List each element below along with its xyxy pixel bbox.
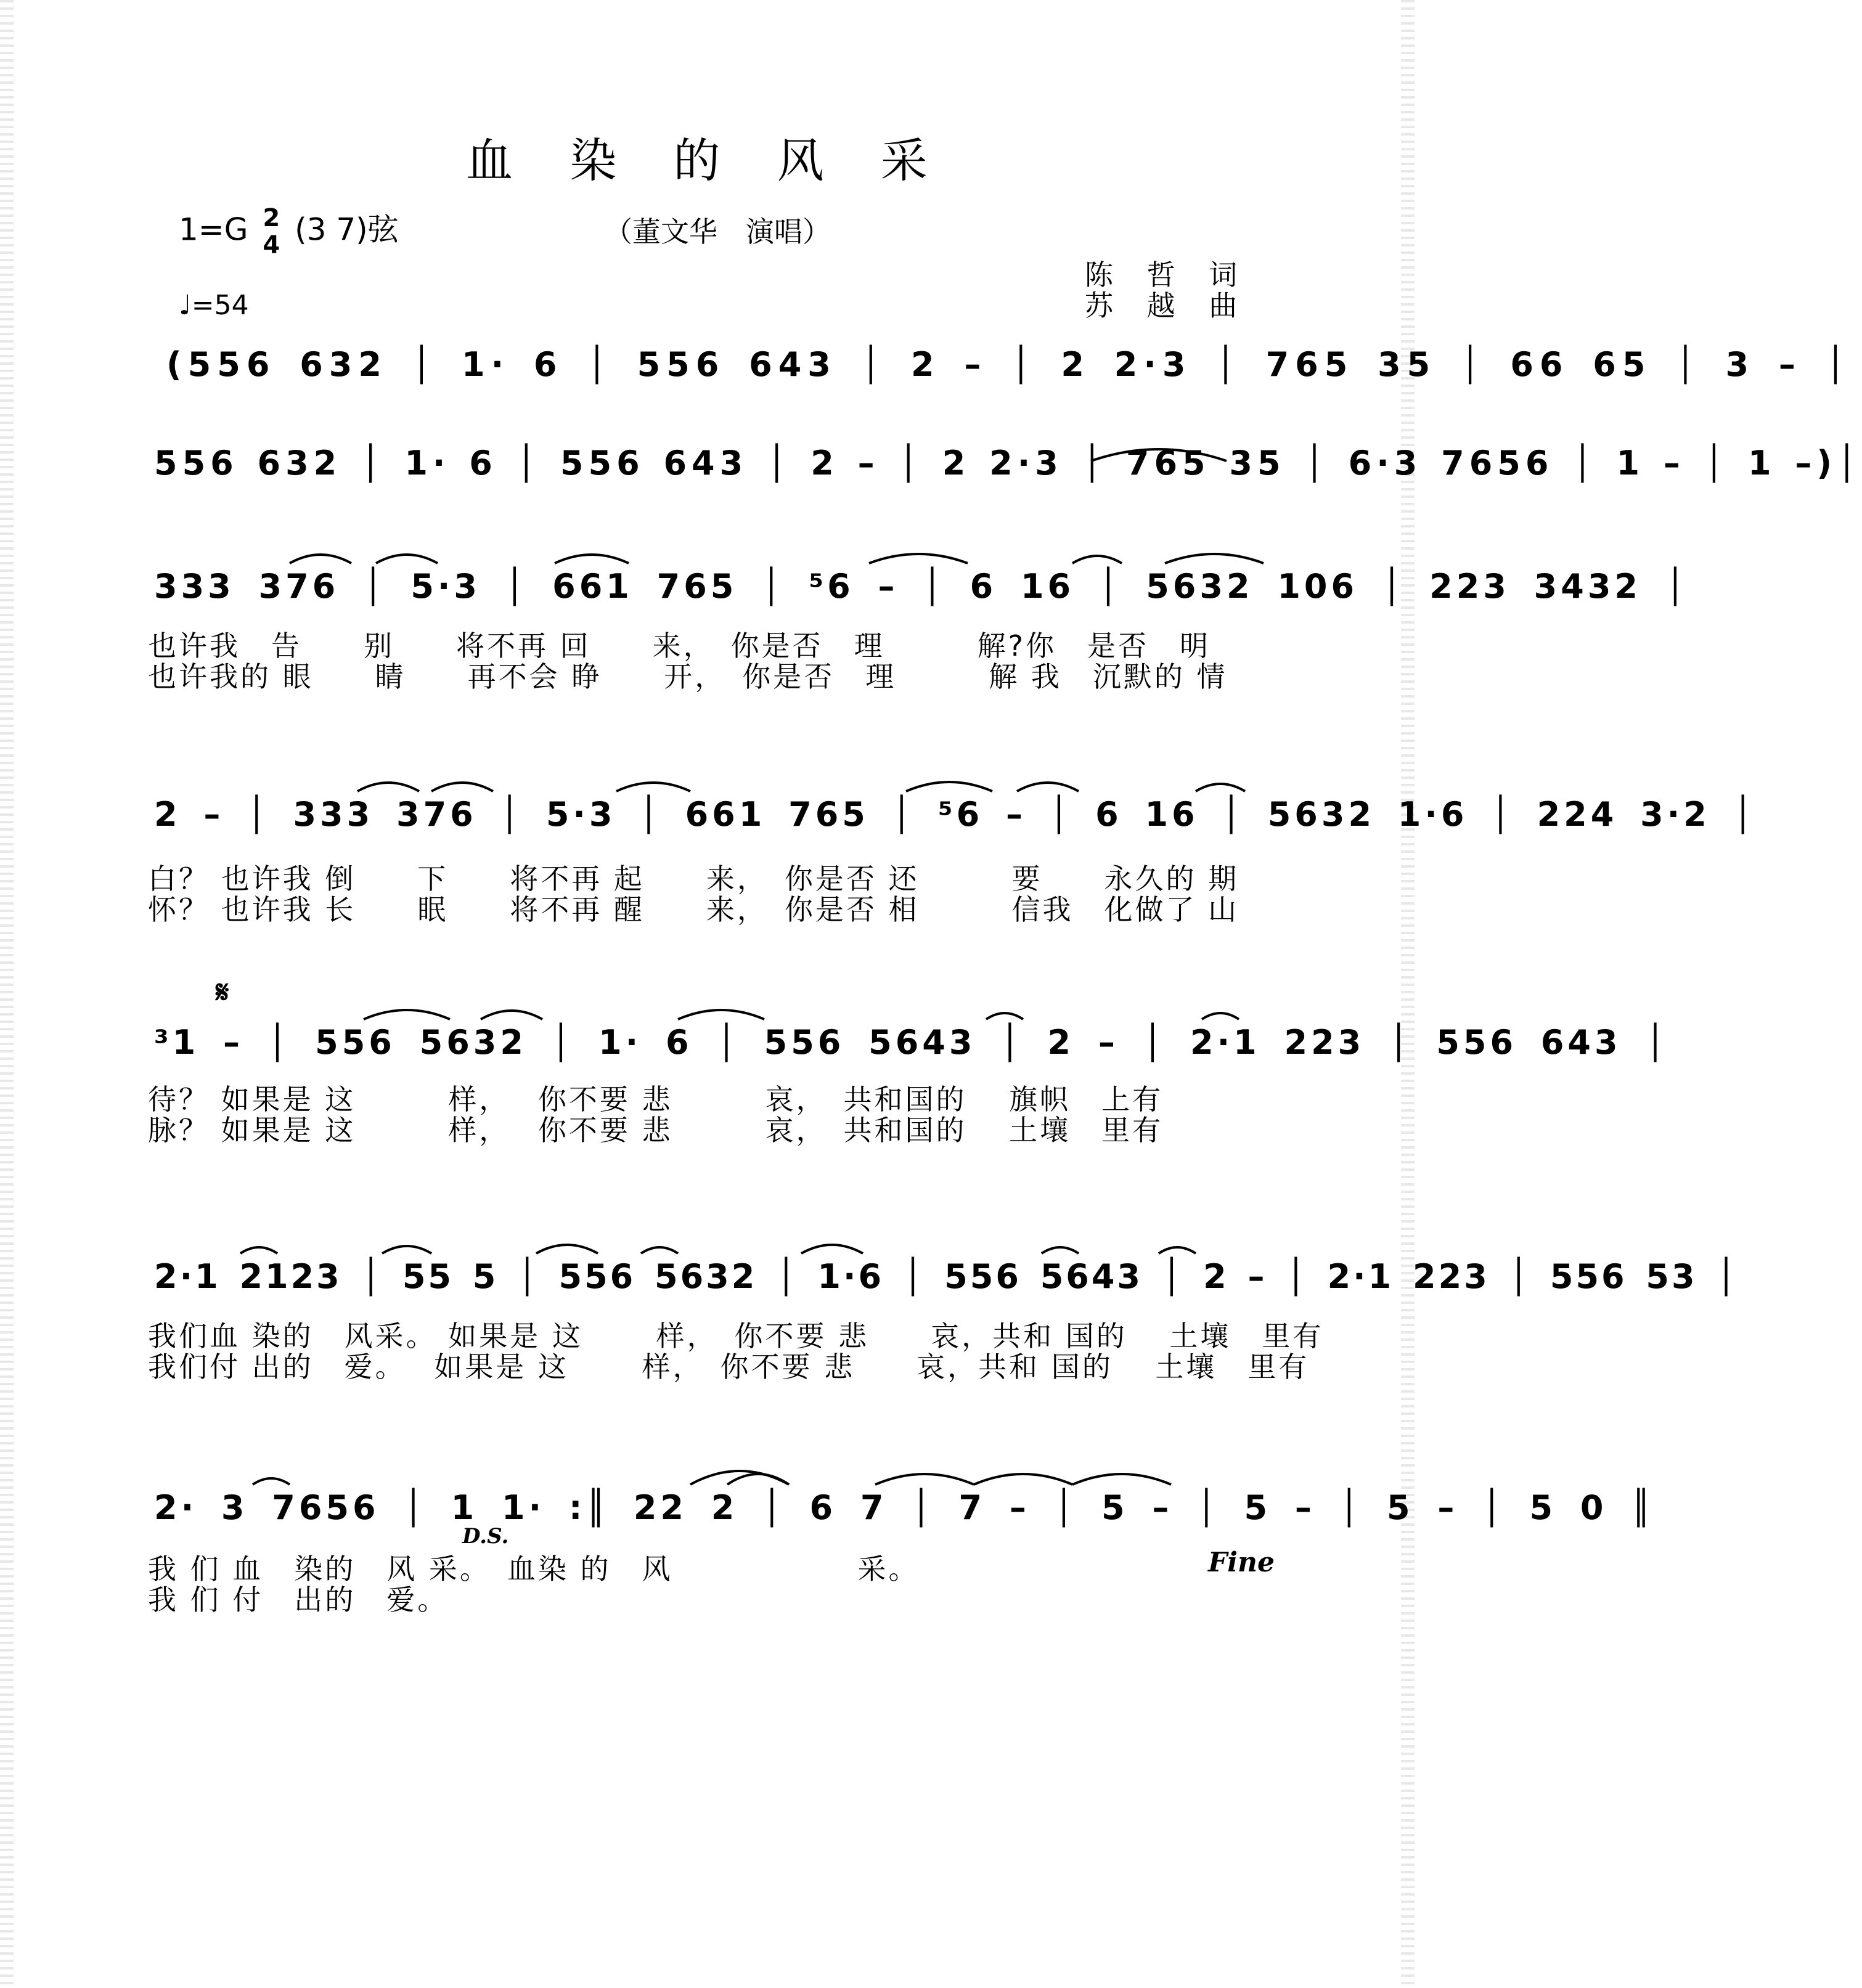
song-title: 血 染 的 风 采 — [466, 133, 949, 188]
segno-sign: 𝄋 — [216, 974, 229, 1010]
notes-row-6: 2·1 2123 │ 55 5 │ 556 5632 │ 1·6 │ 556 5643 │ 2 – │ 2·1 223 │ 556 53 │ — [154, 1257, 1739, 1296]
notes-row-7: 2· 3 7656 │ 1 1· :║ 22 2 │ 6 7 │ 7 – │ 5 – │ 5 – │ 5 – │ 5 0 ║ — [154, 1488, 1655, 1527]
lyrics-row-4-verse-1: 白？ 也许我 倒 下 将不再 起 来， 你是否 还 要 永久的 期 — [148, 862, 1239, 895]
slurs-row-4 — [148, 795, 1270, 857]
string-tuning: (3 7)弦 — [295, 211, 399, 248]
lyrics-row-3-verse-2: 也许我的 眼 睛 再不会 睁 开， 你是否 理 解 我 沉默的 情 — [148, 660, 1228, 693]
slurs-row-3 — [148, 567, 1270, 629]
key-signature-line — [179, 205, 399, 259]
composer-credit: 苏 越 曲 — [1085, 289, 1250, 322]
notes-row-4: 2 – │ 333 376 │ 5·3 │ 661 765 │ ⁵6 – │ 6 16 │ 5632 1·6 │ 224 3·2 │ — [154, 795, 1757, 834]
lyrics-row-7-verse-1: 我 们 血 染的 风 采。 血染 的 风 采。 — [148, 1552, 920, 1586]
lyrics-row-6-verse-1: 我们血 染的 风采。 如果是 这 样， 你不要 悲 哀，共和 国的 土壤 里有 — [148, 1319, 1324, 1353]
notes-row-3: 333 376 │ 5·3 │ 661 765 │ ⁵6 – │ 6 16 │ 5632 106 │ 223 3432 │ — [154, 567, 1689, 606]
notes-row-5: ³1 – │ 556 5632 │ 1· 6 │ 556 5643 │ 2 – │ 2·1 223 │ 556 643 │ — [154, 1023, 1669, 1062]
tie-row-2 — [148, 444, 1270, 505]
slurs-row-7 — [148, 1488, 1270, 1550]
time-numerator: 2 — [263, 204, 280, 232]
slurs-row-6 — [148, 1257, 1270, 1319]
lyrics-row-7-verse-2: 我 们 付 出的 爱。 — [148, 1583, 449, 1616]
lyrics-row-4-verse-2: 怀？ 也许我 长 眠 将不再 醒 来， 你是否 相 信我 化做了 山 — [148, 893, 1239, 926]
notes-row-2: 556 632 │ 1· 6 │ 556 643 │ 2 – │ 2 2·3 │ 765 35 │ 6·3 7656 │ 1 – │ 1 –)│ — [154, 444, 1862, 483]
lyrics-row-5-verse-1: 待？ 如果是 这 样， 你不要 悲 哀， 共和国的 旗帜 上有 — [148, 1083, 1164, 1116]
lyrics-row-3-verse-1: 也许我 告 别 将不再 回 来， 你是否 理 解?你 是否 明 — [148, 629, 1211, 662]
tempo-marking: ♩=54 — [179, 290, 249, 321]
lyrics-row-6-verse-2: 我们付 出的 爱。 如果是 这 样， 你不要 悲 哀，共和 国的 土壤 里有 — [148, 1350, 1310, 1383]
right-border-pattern — [1401, 0, 1415, 1988]
time-denominator: 4 — [263, 231, 280, 259]
notes-row-1: (556 632 │ 1· 6 │ 556 643 │ 2 – │ 2 2·3 │ 765 35 │ 66 65 │ 3 – │ — [166, 345, 1852, 384]
time-signature — [263, 205, 280, 259]
left-border-pattern — [0, 0, 14, 1988]
slurs-row-5 — [148, 1023, 1270, 1085]
lyricist-credit: 陈 哲 词 — [1085, 258, 1250, 291]
lyrics-row-5-verse-2: 脉？ 如果是 这 样， 你不要 悲 哀， 共和国的 土壤 里有 — [148, 1114, 1164, 1147]
singer-credit: （董文华 演唱） — [604, 215, 831, 248]
ds-marking: D.S. — [462, 1524, 509, 1549]
key-signature: 1=G — [179, 211, 248, 248]
fine-marking: Fine — [1208, 1547, 1275, 1578]
